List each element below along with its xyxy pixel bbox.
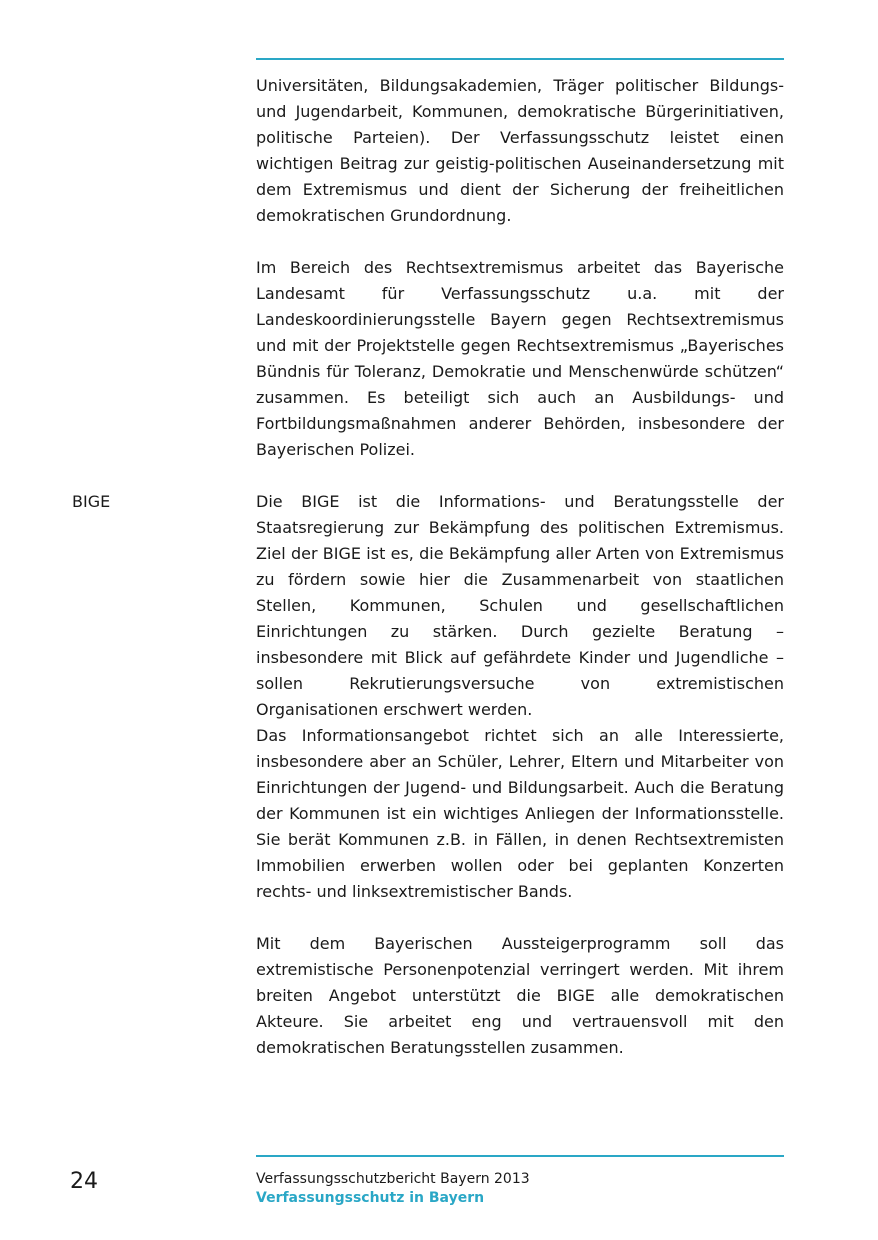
margin-label-bige: BIGE [72,492,111,511]
paragraph-bige-description: Die BIGE ist die Informations- und Beratungsstelle der Staatsregierung zur Bekämpfung des politischen Extremismus. Ziel der BIGE ist es, die Bekämpfung aller Arten von Extremismus zu fördern sowie hier die Zusammenarbeit von staatlichen Stellen, Kommunen, Schulen und gesellschaftlichen Einrichtungen zu stärken. Durch gezielte Beratung – insbesondere mit Blick auf gefährdete Kinder und Jugendliche – sollen Rekrutierungsversuche von extremistischen Organisationen erschwert werden. [256,492,784,719]
paragraph-intro-continuation: Universitäten, Bildungsakademien, Träger politischer Bildungs- und Jugendarbeit, Kommunen, demokratische Bürgerinitiativen, politische Parteien). Der Verfassungsschutz leistet einen wichtigen Beitrag zur geistig-politischen Auseinandersetzung mit dem Extremismus und dient der Sicherung der freiheitlichen demokratischen Grundordnung. [256,76,784,225]
paragraph-aussteigerprogramm: Mit dem Bayerischen Aussteigerprogramm soll das extremistische Personenpotenzial verringert werden. Mit ihrem breiten Angebot unterstützt die BIGE alle demokratischen Akteure. Sie arbeitet eng und vertrauensvoll mit den demokratischen Beratungsstellen zusammen. [256,934,784,1057]
footer-section-title: Verfassungsschutz in Bayern [256,1190,485,1206]
paragraph-rechtsextremismus: Im Bereich des Rechtsextremismus arbeitet das Bayerische Landesamt für Verfassungsschutz u.a. mit der Landeskoordinierungsstelle Bayern gegen Rechtsextremismus und mit der Projektstelle gegen Rechtsextremismus „Bayerisches Bündnis für Toleranz, Demokratie und Menschenwürde schützen“ zusammen. Es beteiligt sich auch an Ausbildungs- und Fortbildungsmaßnahmen anderer Behörden, insbesondere der Bayerischen Polizei. [256,258,784,459]
bottom-divider [256,1155,784,1157]
page-number: 24 [70,1169,98,1194]
paragraph-informationsangebot: Das Informationsangebot richtet sich an alle Interessierte, insbesondere aber an Schüler, Lehrer, Eltern und Mitarbeiter von Einrichtungen der Jugend- und Bildungsarbeit. Auch die Beratung der Kommunen ist ein wichtiges Anliegen der Informationsstelle. Sie berät Kommunen z.B. in Fällen, in denen Rechtsextremisten Immobilien erwerben wollen oder bei geplanten Konzerten rechts- und linksextremistischer Bands. [256,726,784,901]
footer-report-title: Verfassungsschutzbericht Bayern 2013 [256,1171,530,1187]
top-divider [256,58,784,60]
